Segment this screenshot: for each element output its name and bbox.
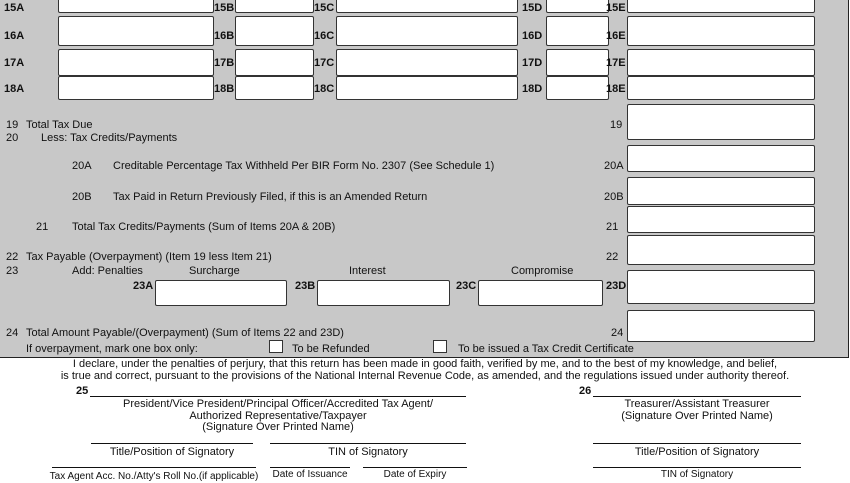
surcharge-label: Surcharge — [189, 265, 240, 277]
row-17-b-label: 17B — [214, 57, 235, 69]
sig25-caption-3: (Signature Over Printed Name) — [202, 421, 354, 433]
date-expiry-line[interactable] — [363, 467, 467, 468]
field-17c[interactable] — [336, 49, 518, 76]
interest-label: Interest — [349, 265, 386, 277]
row-17-d-label: 17D — [522, 57, 543, 69]
surcharge-field[interactable] — [155, 280, 287, 306]
field-15b[interactable] — [235, 0, 314, 13]
item-20-label: Less: Tax Credits/Payments — [41, 132, 178, 144]
tin-signatory-right-line[interactable] — [593, 467, 801, 468]
item-20a-right-label: 20A — [604, 160, 624, 172]
row-18-c-label: 18C — [314, 83, 335, 95]
add-penalties-label: Add: Penalties — [72, 265, 143, 277]
title-position-left-line[interactable] — [91, 443, 253, 444]
field-16a[interactable] — [58, 16, 214, 46]
item-21-label: Total Tax Credits/Payments (Sum of Items 20A & 20B) — [72, 221, 336, 233]
item-26-number: 26 — [579, 385, 592, 397]
tax-payable-field[interactable] — [627, 235, 815, 265]
item-19-label: Total Tax Due — [26, 119, 93, 131]
total-penalties-field[interactable] — [627, 270, 815, 304]
interest-field[interactable] — [317, 280, 450, 306]
date-issuance-line[interactable] — [270, 467, 350, 468]
title-position-right-label: Title/Position of Signatory — [634, 446, 760, 458]
row-18-e-label: 18E — [606, 83, 626, 95]
agent-acc-line[interactable] — [52, 467, 256, 468]
row-16-a-label: 16A — [4, 30, 25, 42]
row-15-d-label: 15D — [522, 2, 543, 14]
sig26-caption-1: Treasurer/Assistant Treasurer — [624, 398, 770, 410]
item-20b-right-label: 20B — [604, 191, 624, 203]
item-23d-label: 23D — [606, 280, 627, 292]
item-24-number: 24 — [6, 327, 19, 339]
row-16-c-label: 16C — [314, 30, 335, 42]
compromise-label: Compromise — [511, 265, 574, 277]
tin-signatory-right-label: TIN of Signatory — [660, 469, 734, 480]
item-20b-number: 20B — [72, 191, 92, 203]
item-19-number: 19 — [6, 119, 19, 131]
total-amount-payable-field[interactable] — [627, 310, 815, 342]
item-24-right-label: 24 — [611, 327, 624, 339]
signature-25-line[interactable] — [90, 396, 466, 397]
item-20-number: 20 — [6, 132, 19, 144]
item-24-label: Total Amount Payable/(Overpayment) (Sum of Items 22 and 23D) — [26, 327, 344, 339]
title-position-right-line[interactable] — [593, 443, 801, 444]
refund-label: To be Refunded — [292, 343, 370, 355]
sig25-caption-2: Authorized Representative/Taxpayer — [189, 410, 367, 422]
tax-credit-certificate-label: To be issued a Tax Credit Certificate — [458, 343, 634, 355]
row-15-e-label: 15E — [606, 2, 626, 14]
sig25-caption-1: President/Vice President/Principal Officer/Accredited Tax Agent/ — [123, 398, 433, 410]
field-16c[interactable] — [336, 16, 518, 46]
field-18b[interactable] — [235, 76, 314, 100]
item-23b-label: 23B — [295, 280, 316, 292]
declaration-line-2: is true and correct, pursuant to the provisions of the National Internal Revenue Code, as amended, and the regulations issued under authority thereof. — [60, 370, 790, 382]
item-20a-label: Creditable Percentage Tax Withheld Per BIR Form No. 2307 (See Schedule 1) — [113, 160, 495, 172]
row-15-a-label: 15A — [4, 2, 25, 14]
sig26-caption-2: (Signature Over Printed Name) — [621, 410, 773, 422]
item-21-number: 21 — [36, 221, 49, 233]
item-21-right-label: 21 — [606, 221, 619, 233]
row-17-a-label: 17A — [4, 57, 25, 69]
row-18-b-label: 18B — [214, 83, 235, 95]
overpayment-instruction: If overpayment, mark one box only: — [26, 343, 198, 355]
item-23c-label: 23C — [456, 280, 477, 292]
title-position-left-label: Title/Position of Signatory — [109, 446, 235, 458]
field-16b[interactable] — [235, 16, 314, 46]
field-18e[interactable] — [627, 76, 815, 100]
total-tax-credits-field[interactable] — [627, 206, 815, 233]
field-16e[interactable] — [627, 16, 815, 46]
field-17a[interactable] — [58, 49, 214, 76]
row-17-e-label: 17E — [606, 57, 626, 69]
declaration-line-1: I declare, under the penalties of perjury, that this return has been made in good faith, verified by me, and to the best of my knowledge, and belief, — [72, 358, 778, 370]
compromise-field[interactable] — [478, 280, 603, 306]
field-15a[interactable] — [58, 0, 214, 13]
total-tax-due-field[interactable] — [627, 104, 815, 140]
item-25-number: 25 — [76, 385, 89, 397]
item-23a-label: 23A — [133, 280, 154, 292]
item-22-number: 22 — [6, 251, 19, 263]
row-15-b-label: 15B — [214, 2, 235, 14]
field-16d[interactable] — [546, 16, 609, 46]
field-18d[interactable] — [546, 76, 609, 100]
item-22-right-label: 22 — [606, 251, 619, 263]
agent-acc-label: Tax Agent Acc. No./Atty's Roll No.(if applicable) — [49, 471, 259, 482]
creditable-tax-withheld-field[interactable] — [627, 145, 815, 172]
field-18c[interactable] — [336, 76, 518, 100]
field-17d[interactable] — [546, 49, 609, 76]
refund-checkbox[interactable] — [269, 340, 283, 353]
field-17b[interactable] — [235, 49, 314, 76]
item-19-right-label: 19 — [610, 119, 623, 131]
item-22-label: Tax Payable (Overpayment) (Item 19 less Item 21) — [26, 251, 272, 263]
item-20b-label: Tax Paid in Return Previously Filed, if this is an Amended Return — [113, 191, 428, 203]
date-expiry-label: Date of Expiry — [383, 469, 447, 480]
row-16-e-label: 16E — [606, 30, 626, 42]
item-20a-number: 20A — [72, 160, 92, 172]
row-16-b-label: 16B — [214, 30, 235, 42]
field-17e[interactable] — [627, 49, 815, 76]
field-15e[interactable] — [627, 0, 815, 13]
tax-credit-certificate-checkbox[interactable] — [433, 340, 447, 353]
row-16-d-label: 16D — [522, 30, 543, 42]
date-issuance-label: Date of Issuance — [272, 469, 348, 480]
signature-26-line[interactable] — [593, 396, 801, 397]
field-15c[interactable] — [336, 0, 518, 13]
field-18a[interactable] — [58, 76, 214, 100]
row-17-c-label: 17C — [314, 57, 335, 69]
row-18-d-label: 18D — [522, 83, 543, 95]
tin-signatory-mid-label: TIN of Signatory — [328, 446, 408, 458]
tin-signatory-mid-line[interactable] — [270, 443, 466, 444]
tax-paid-previously-field[interactable] — [627, 177, 815, 205]
row-15-c-label: 15C — [314, 2, 335, 14]
item-23-number: 23 — [6, 265, 19, 277]
field-15d[interactable] — [546, 0, 609, 13]
row-18-a-label: 18A — [4, 83, 25, 95]
